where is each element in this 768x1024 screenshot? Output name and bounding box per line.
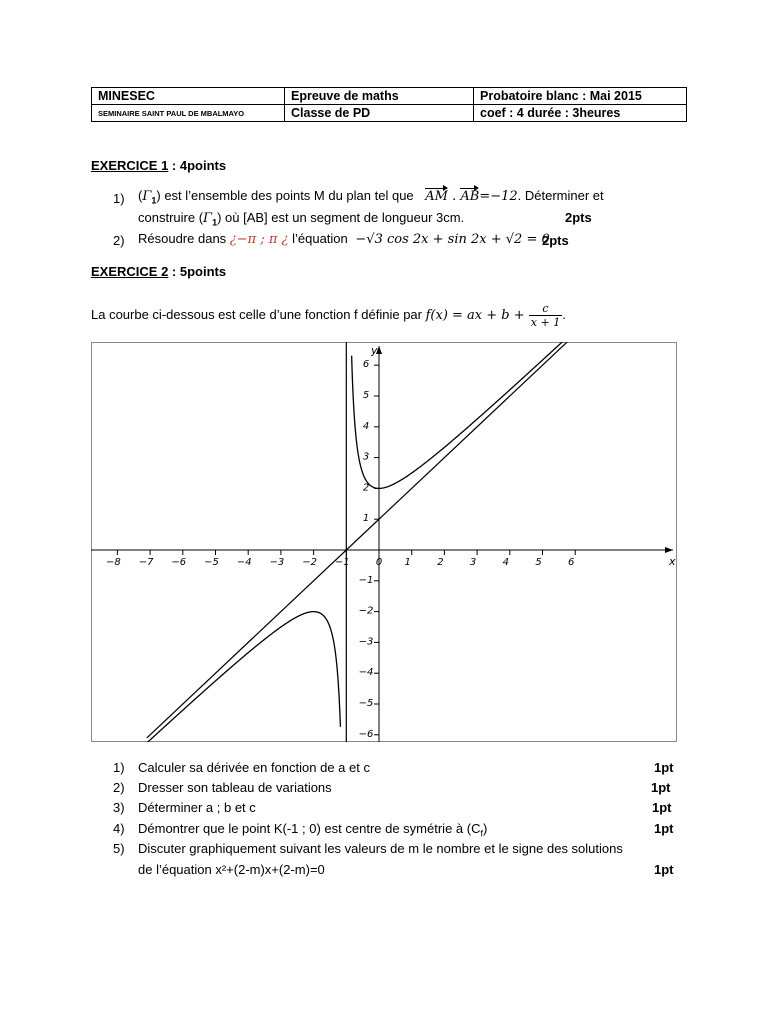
- ex2-question-points: 1pt: [654, 862, 674, 877]
- x-tick-label: −2: [302, 557, 317, 568]
- ex1-q2-line: [138, 231, 550, 247]
- ex1-q2-interval: ¿−π ; π ¿: [229, 232, 289, 247]
- y-tick-label: 2: [362, 482, 370, 494]
- ex2-question-label: de l’équation x²+(2-m)x+(2-m)=0: [138, 862, 325, 877]
- ex1-heading: [91, 158, 226, 173]
- y-tick-label: −4: [358, 667, 374, 679]
- ex1-q1-points: 2pts: [565, 210, 592, 225]
- header-table: [91, 87, 687, 122]
- ex2-question-text: [138, 821, 487, 839]
- fraction-denominator: x + 1: [530, 316, 561, 329]
- x-tick-label: −1: [334, 557, 350, 568]
- header-class: Classe de PD: [285, 105, 474, 122]
- y-tick-label: −5: [358, 698, 374, 709]
- graph-frame: [92, 343, 677, 742]
- ex2-question-points: 1pt: [654, 760, 674, 775]
- ex2-question-text: [138, 862, 325, 877]
- function-fraction: [529, 302, 562, 329]
- ex2-question-number: 5): [113, 841, 125, 856]
- ex2-question-points: 1pt: [651, 780, 671, 795]
- y-tick-label: −6: [358, 728, 374, 740]
- function-expression: f(x) = ax + b +: [425, 307, 529, 323]
- ex2-question-text: [138, 841, 623, 856]
- ex1-q1-equals: =−12: [479, 189, 518, 204]
- ex2-question-text: [138, 800, 256, 815]
- header-exam: Probatoire blanc : Mai 2015: [474, 88, 687, 105]
- header-subject: Epreuve de maths: [285, 88, 474, 105]
- gamma-sub: 1: [151, 195, 157, 206]
- y-tick-label: 5: [362, 390, 370, 401]
- ex2-title: EXERCICE 2: [91, 264, 169, 279]
- vector-am: AM: [425, 189, 448, 204]
- x-tick-label: −5: [204, 557, 219, 568]
- x-tick-label: 0: [375, 557, 383, 568]
- x-tick-label: −6: [171, 557, 187, 568]
- ex2-heading: [91, 264, 226, 279]
- ex2-question-points: 1pt: [652, 800, 672, 815]
- ex1-q1-number: 1): [113, 191, 125, 206]
- fraction-numerator: c: [529, 302, 562, 316]
- ex1-q2-points: 2pts: [542, 233, 569, 248]
- x-tick-label: −4: [236, 557, 252, 568]
- header-school: MINESEC: [92, 88, 285, 105]
- ex1-q1-line2: [138, 210, 464, 228]
- y-tick-label: −2: [358, 605, 374, 617]
- ex1-title: EXERCICE 1: [91, 158, 169, 173]
- ex2-question-label: Démontrer que le point K(-1 ; 0) est centre de symétrie à (C: [138, 821, 481, 836]
- ex1-q1-line2a: construire (: [138, 210, 204, 225]
- x-tick-label: −7: [138, 557, 154, 568]
- ex2-question-number: 3): [113, 800, 125, 815]
- ex1-q1-line2b: ) où [AB] est un segment de longueur 3cm.: [217, 210, 465, 225]
- function-end: .: [562, 306, 566, 322]
- y-tick-label: 3: [362, 451, 370, 463]
- ex2-question-text: [138, 780, 332, 795]
- gamma-sub-2: 1: [212, 217, 218, 228]
- ex2-question-number: 1): [113, 760, 125, 775]
- ex2-question-label: Dresser son tableau de variations: [138, 780, 332, 795]
- ex2-points: : 5points: [168, 264, 227, 279]
- y-tick-label: 4: [362, 420, 370, 432]
- y-tick-label: 6: [362, 359, 370, 371]
- gamma-symbol: Γ: [142, 189, 152, 204]
- ex1-q2-text: Résoudre dans: [138, 231, 227, 246]
- y-tick-label: −1: [358, 574, 374, 586]
- ex1-q2-equation: −√3 cos 2x + sin 2x + √2 = 0: [355, 232, 550, 247]
- x-tick-label: 3: [469, 557, 477, 568]
- ex2-question-points: 1pt: [654, 821, 674, 836]
- dot-product-sign: .: [447, 189, 461, 204]
- x-axis-label: x: [669, 555, 676, 568]
- ex2-question-label: Déterminer a ; b et c: [138, 800, 256, 815]
- curve-subscript: f: [480, 828, 483, 839]
- gamma-symbol-2: Γ: [203, 211, 213, 226]
- ex2-question-number: 4): [113, 821, 125, 836]
- ex1-q1-tail: . Déterminer et: [517, 188, 604, 203]
- ex2-question-tail: ): [483, 821, 488, 836]
- x-tick-label: 2: [437, 557, 444, 568]
- x-tick-label: −8: [106, 557, 121, 568]
- ex1-q2-text2: l’équation: [288, 231, 348, 246]
- ex1-points: : 4points: [168, 158, 227, 173]
- x-tick-label: 5: [535, 557, 542, 568]
- y-tick-label: 1: [362, 513, 370, 525]
- x-tick-label: 6: [568, 557, 575, 568]
- ex2-question-number: 2): [113, 780, 125, 795]
- header-seminary: SEMINAIRE SAINT PAUL DE MBALMAYO: [92, 105, 285, 122]
- ex2-intro-line: [91, 302, 566, 329]
- ex1-q1-paren: (: [138, 188, 143, 203]
- function-graph: [91, 342, 677, 742]
- y-axis-label: y: [371, 344, 378, 357]
- vector-ab: AB: [460, 189, 480, 204]
- x-tick-label: −3: [269, 557, 285, 568]
- ex2-intro: La courbe ci-dessous est celle d’une fonction f définie par: [91, 306, 422, 322]
- header-coef: coef : 4 durée : 3heures: [474, 105, 687, 122]
- ex2-question-label: Discuter graphiquement suivant les valeurs de m le nombre et le signe des solutions: [138, 841, 623, 856]
- y-tick-label: −3: [358, 636, 374, 648]
- ex1-q2-number: 2): [113, 233, 125, 248]
- ex2-question-text: [138, 760, 370, 775]
- ex2-question-label: Calculer sa dérivée en fonction de a et c: [138, 760, 370, 775]
- ex1-q1-line1: [138, 188, 604, 206]
- x-tick-label: 1: [404, 557, 411, 568]
- x-tick-label: 4: [502, 557, 509, 568]
- ex1-q1-text: ) est l’ensemble des points M du plan tel que: [156, 188, 414, 203]
